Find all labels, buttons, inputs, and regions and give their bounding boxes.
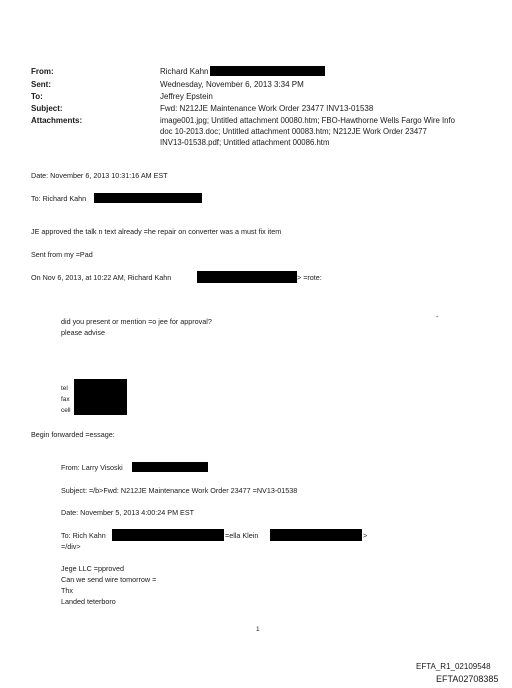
- fwd-from-line: From: Larry Visoski: [61, 463, 123, 472]
- to-label: To:: [31, 92, 43, 101]
- jege-line: Thx: [61, 586, 73, 595]
- redaction-block: [210, 66, 325, 76]
- footer-id-2: EFTA02708385: [436, 674, 499, 684]
- to-line: To: Richard Kahn: [31, 194, 87, 203]
- page-number: 1: [256, 626, 260, 633]
- reply-header-line: On Nov 6, 2013, at 10:22 AM, Richard Kahn: [31, 273, 172, 282]
- jege-line: Can we send wire tomorrow =: [61, 575, 157, 584]
- sent-value: Wednesday, November 6, 2013 3:34 PM: [160, 80, 304, 89]
- fwd-to-middle: =ella Klein: [225, 531, 259, 540]
- footer-id-1: EFTA_R1_02109548: [416, 662, 491, 671]
- attachments-label: Attachments:: [31, 116, 83, 125]
- stray-mark: -: [436, 312, 439, 321]
- fwd-div-line: =/div>: [61, 542, 81, 551]
- signature-tel: tel: [61, 385, 68, 392]
- fwd-subject-line: Subject: =/b>Fwd: N212JE Maintenance Work Order 23477 =NV13-01538: [61, 486, 298, 495]
- signature-cell: cell: [61, 407, 71, 414]
- from-value: Richard Kahn: [160, 67, 209, 76]
- jege-line: Landed teterboro: [61, 597, 116, 606]
- signature-fax: fax: [61, 396, 70, 403]
- message-line: JE approved the talk n text already =he repair on converter was a must fix item: [31, 227, 282, 236]
- sent-from-line: Sent from my =Pad: [31, 250, 93, 259]
- redaction-block: [270, 529, 362, 541]
- redaction-block: [74, 379, 127, 415]
- fwd-to-end: >: [363, 531, 368, 540]
- redaction-block: [197, 271, 297, 283]
- reply-header-suffix: > =rote:: [297, 273, 322, 282]
- jege-line: Jege LLC =pproved: [61, 564, 124, 573]
- to-value: Jeffrey Epstein: [160, 92, 213, 101]
- fwd-date-line: Date: November 5, 2013 4:00:24 PM EST: [61, 508, 195, 517]
- date-line: Date: November 6, 2013 10:31:16 AM EST: [31, 171, 168, 180]
- attachments-line: doc 10-2013.doc; Untitled attachment 00083.htm; N212JE Work Order 23477: [160, 127, 427, 136]
- attachments-line: image001.jpg; Untitled attachment 00080.htm; FBO-Hawthorne Wells Fargo Wire Info: [160, 116, 455, 125]
- quote-line: please advise: [61, 328, 105, 337]
- attachments-line: INV13-01538.pdf; Untitled attachment 00086.htm: [160, 138, 330, 147]
- fwd-to-line: To: Rich Kahn: [61, 531, 106, 540]
- begin-forwarded: Begin forwarded =essage:: [31, 430, 115, 439]
- quote-line: did you present or mention =o jee for approval?: [61, 317, 212, 326]
- subject-label: Subject:: [31, 104, 63, 113]
- from-label: From:: [31, 67, 54, 76]
- sent-label: Sent:: [31, 80, 51, 89]
- subject-value: Fwd: N212JE Maintenance Work Order 23477 INV13-01538: [160, 104, 374, 113]
- redaction-block: [94, 193, 202, 203]
- redaction-block: [132, 462, 208, 472]
- redaction-block: [112, 529, 224, 541]
